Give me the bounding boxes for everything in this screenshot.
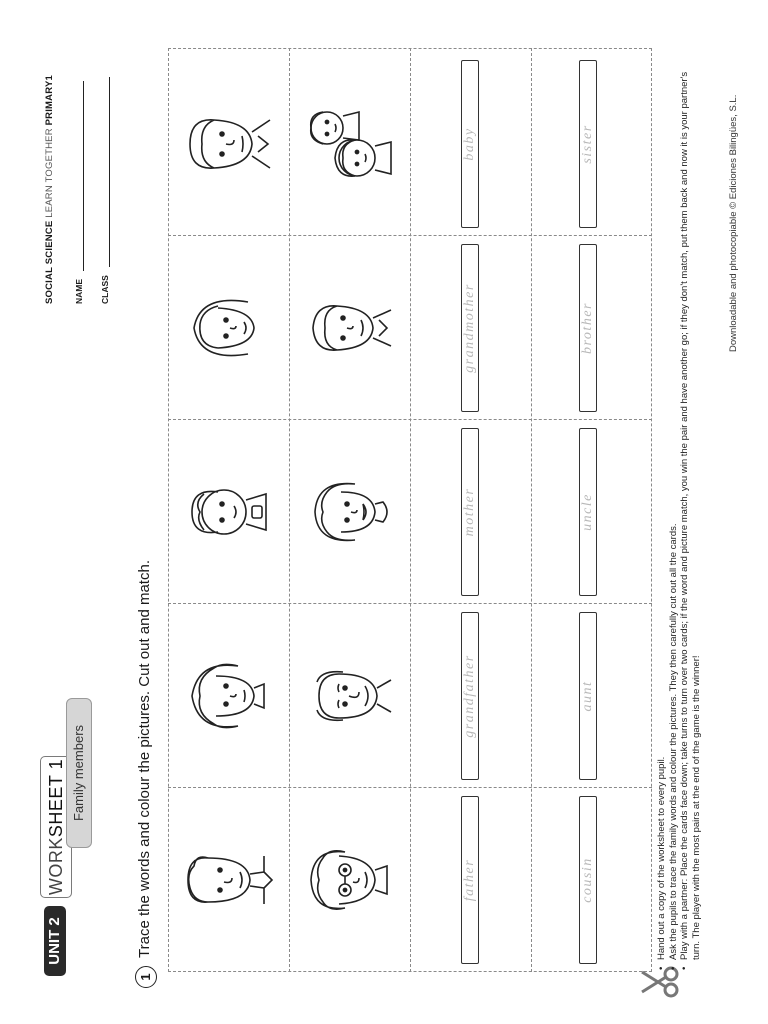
activity-number: 1 [135,966,157,988]
card-divider [410,48,411,972]
word-card-baby[interactable]: baby [461,60,479,228]
brand-series: LEARN TOGETHER [44,125,55,221]
card-divider [531,48,532,972]
aunt-face-icon[interactable] [299,464,399,560]
word-card-sister[interactable]: sister [579,60,597,228]
copyright-notice: Downloadable and photocopiable © Ediciones Bilingües, S.L. [728,94,739,352]
brand-level: PRIMARY1 [44,75,55,126]
word-card-mother[interactable]: mother [461,428,479,596]
father-face-icon[interactable] [178,832,278,928]
worksheet-word: WORK [46,837,66,896]
word-card-grandfather[interactable]: grandfather [461,612,479,780]
teacher-instructions [656,70,702,970]
grandmother-face-icon[interactable] [178,648,278,744]
name-label: NAME [74,278,84,304]
class-label: CLASS [100,275,110,304]
baby-face-icon[interactable] [178,464,278,560]
siblings-icon[interactable] [299,96,399,192]
activity-instruction: Trace the words and colour the pictures. Cut out and match. [136,560,153,958]
brother-face-icon[interactable] [299,280,399,376]
class-field[interactable] [100,77,110,304]
class-line[interactable] [100,77,110,267]
word-card-grandmother[interactable]: grandmother [461,244,479,412]
word-card-uncle[interactable]: uncle [579,428,597,596]
brand-subject: SOCIAL SCIENCE [44,220,55,304]
worksheet-number: SHEET 1 [46,758,66,838]
cousin-face-icon[interactable] [299,832,399,928]
instruction-item: • Hand out a copy of the worksheet to every pupil. [656,70,668,970]
instruction-item: • Play with a partner: Place the cards face down; take turns to turn over two cards; if the word and picture match, you win the pair and have another go; if they don't match, put them back and now it is your partner's turn. The player with the most pairs at the end of the game is the winner! [679,70,702,970]
father-portrait-icon[interactable] [178,96,278,192]
name-line[interactable] [74,81,84,271]
card-divider [289,48,290,972]
unit-badge: UNIT 2 [44,906,66,976]
name-field[interactable] [74,81,84,304]
word-card-father[interactable]: father [461,796,479,964]
word-card-brother[interactable]: brother [579,244,597,412]
word-card-cousin[interactable]: cousin [579,796,597,964]
grandfather-face-icon[interactable] [299,648,399,744]
topic-label: Family members [66,698,92,848]
brand-line [44,75,55,304]
instruction-item: • Ask the pupils to trace the family words and colour the pictures. They then carefully cut out all the cards. [668,70,680,970]
mother-face-icon[interactable] [178,280,278,376]
word-card-aunt[interactable]: aunt [579,612,597,780]
